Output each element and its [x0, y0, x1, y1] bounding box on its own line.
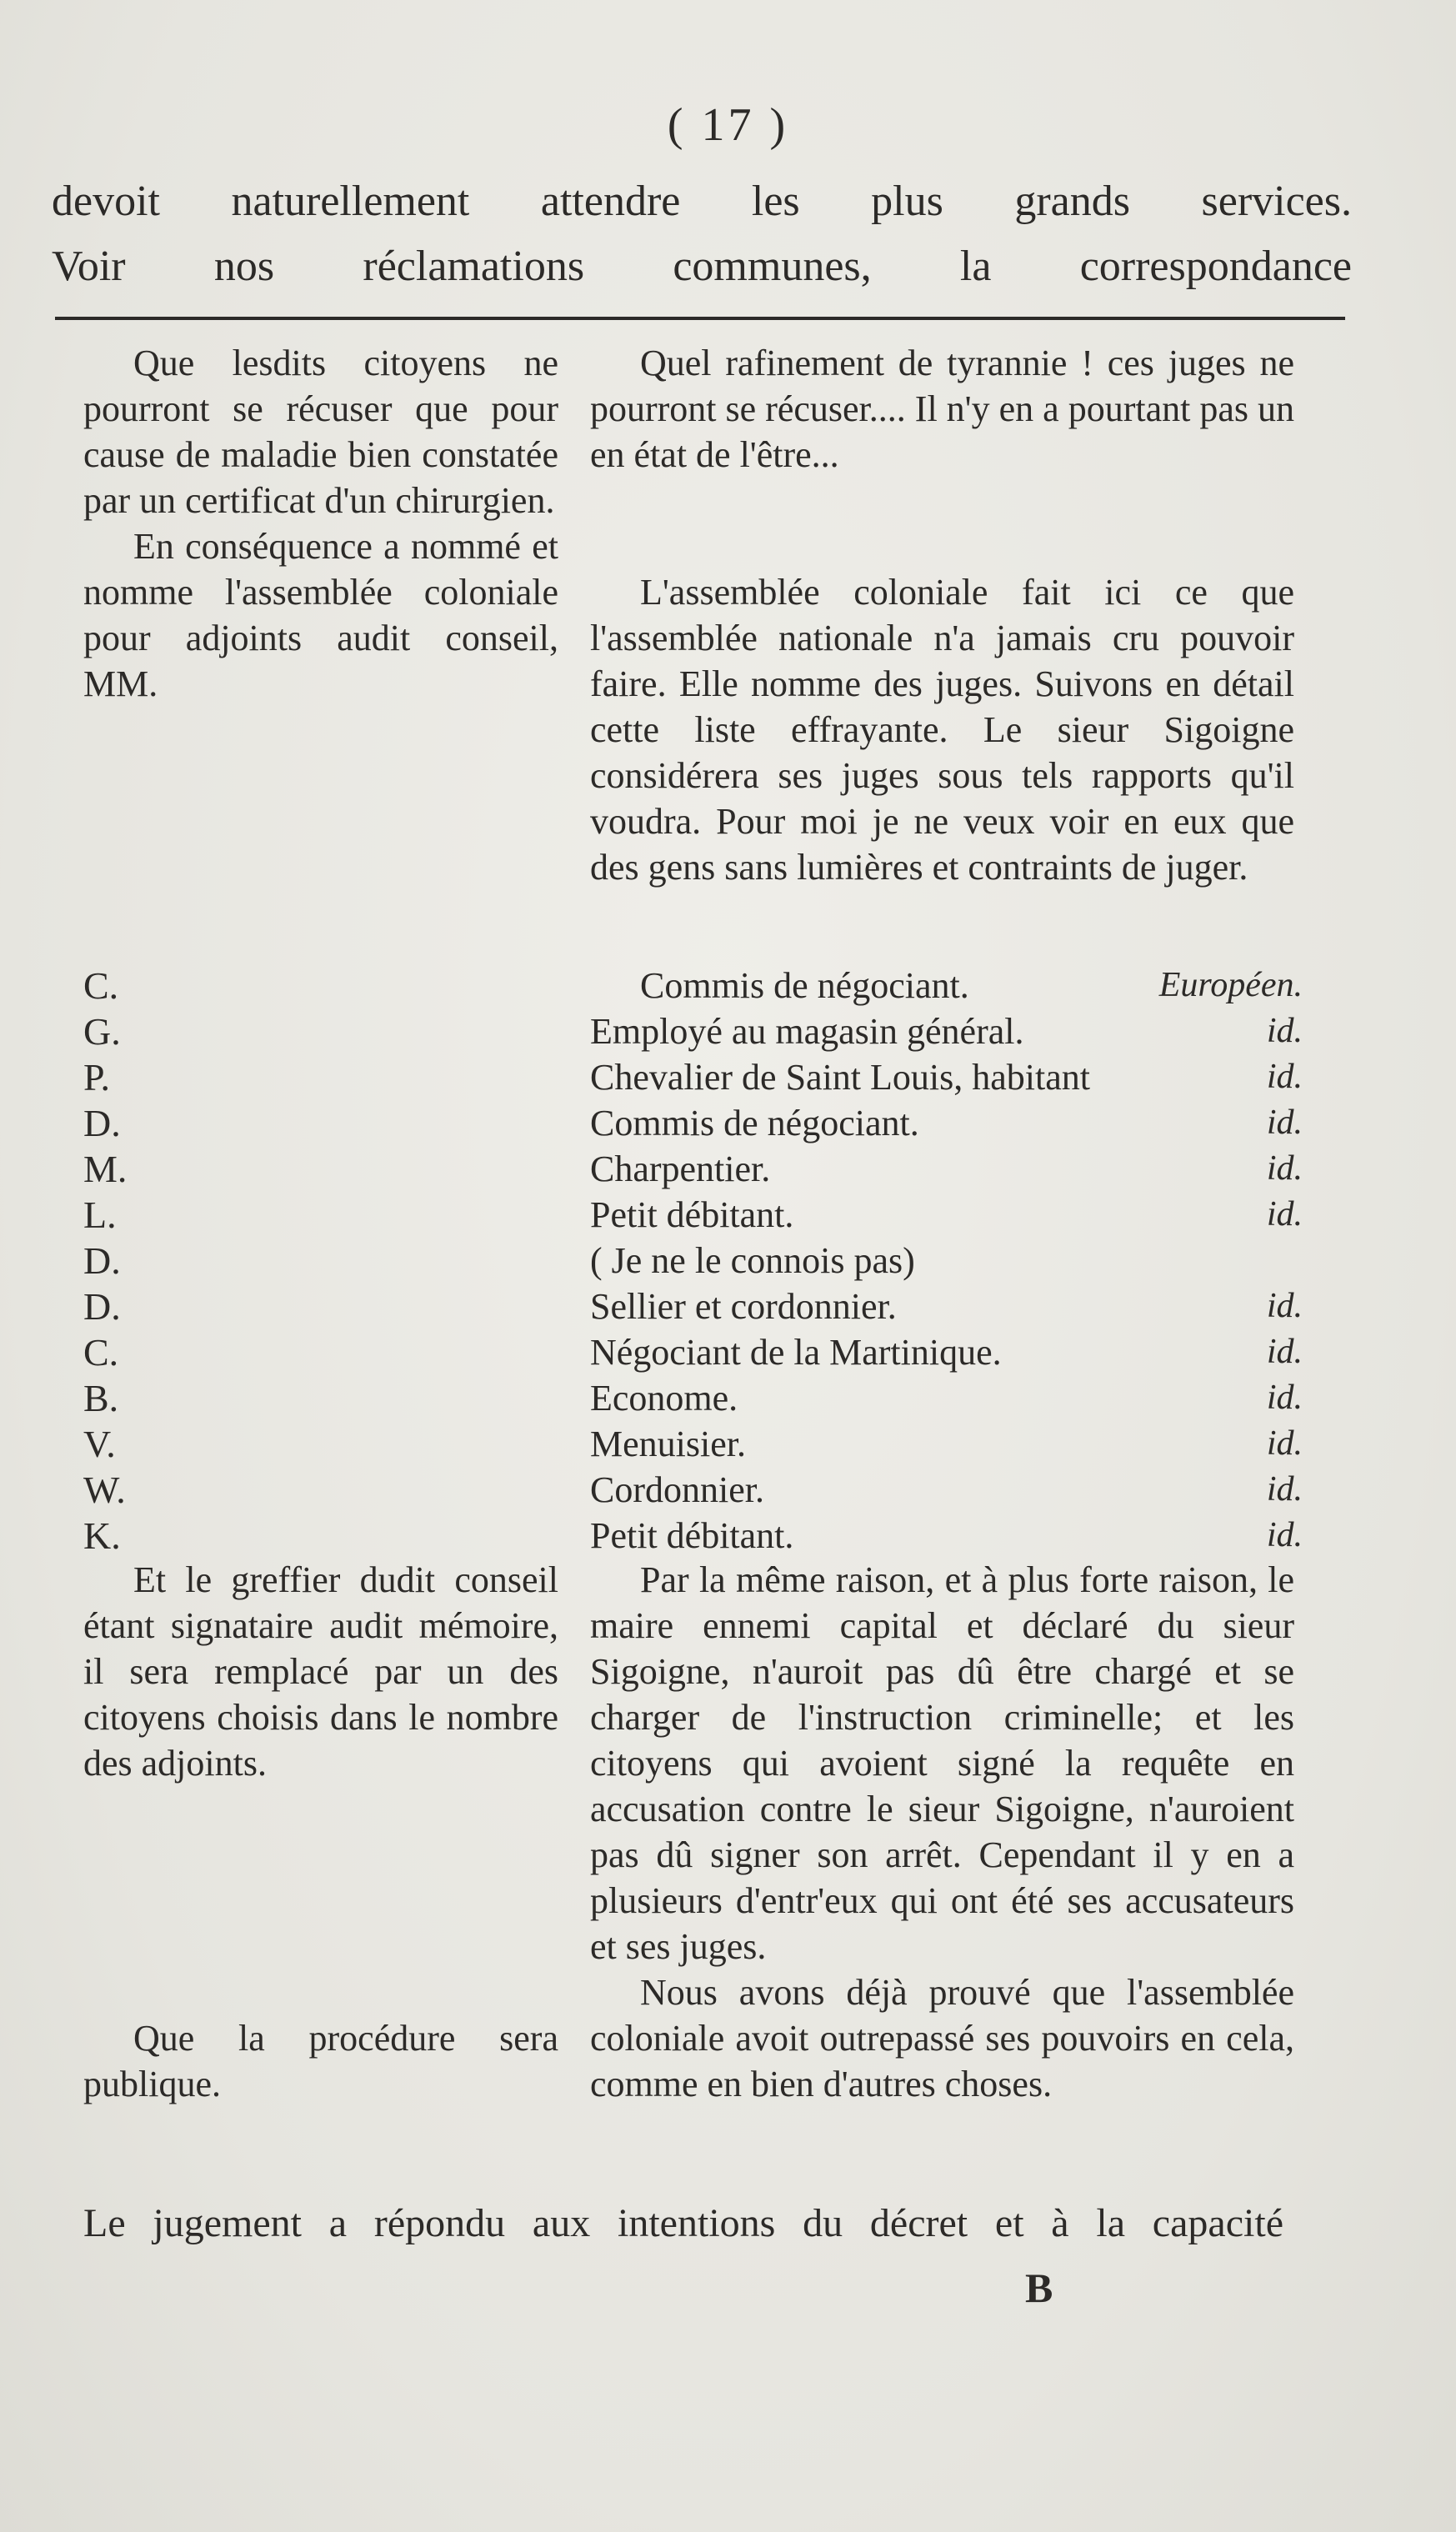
- adjoint-row: [590, 963, 1303, 1008]
- left-column-block-3: [83, 2015, 558, 2107]
- adjoint-occupation: ( Je ne le connois pas): [590, 1240, 915, 1281]
- horizontal-rule: [55, 317, 1345, 320]
- adjoint-row: [590, 1100, 1303, 1146]
- adjoint-origin: id.: [1266, 1379, 1303, 1417]
- adjoint-row: [590, 1421, 1303, 1467]
- adjoint-initial: B.: [83, 1377, 119, 1419]
- adjoint-occupation: Commis de négociant.: [590, 1103, 919, 1143]
- left-column-block-1: [83, 340, 558, 707]
- adjoint-row: [590, 1192, 1303, 1238]
- adjoint-row: [590, 1238, 1303, 1284]
- left-paragraph-2: En conséquence a nommé et nomme l'assemblée coloniale pour adjoints audit conseil, MM.: [83, 526, 558, 704]
- adjoint-occupations: [590, 963, 1303, 1559]
- adjoint-origin: id.: [1266, 1333, 1303, 1371]
- adjoint-row: [590, 1329, 1303, 1375]
- adjoint-origin: id.: [1266, 1058, 1303, 1096]
- right-column-block-2: [590, 569, 1294, 890]
- adjoint-origin: id.: [1266, 1103, 1303, 1142]
- adjoint-initial: L.: [83, 1193, 117, 1236]
- adjoint-origin: id.: [1266, 1287, 1303, 1325]
- adjoint-initials: [83, 963, 127, 1559]
- left-paragraph-4: Que la procédure sera publique.: [83, 2018, 558, 2104]
- adjoint-initial: D.: [83, 1239, 121, 1282]
- signature-mark: B: [1025, 2264, 1053, 2311]
- right-paragraph-3: Par la même raison, et à plus forte raison, le maire ennemi capital et déclaré du sieur Sigoigne, n'auroit pas dû être chargé et se charger de l'instruction criminelle; et les citoyens qui avoient signé la requête en accusation contre le sieur Sigoigne, n'auroient pas dû signer son arrêt. Cependant il y en a plusieurs d'entr'eux qui ont été ses accusateurs et ses juges.: [590, 1559, 1294, 1967]
- right-column-block-1: [590, 340, 1294, 478]
- adjoint-origin: id.: [1266, 1149, 1303, 1188]
- adjoint-origin: id.: [1266, 1470, 1303, 1509]
- adjoint-occupation: Charpentier.: [590, 1148, 771, 1189]
- adjoint-initial: M.: [83, 1148, 128, 1190]
- header-line-2: Voir nos réclamations communes, la correspondance: [52, 243, 1352, 290]
- adjoint-occupation: Menuisier.: [590, 1424, 746, 1464]
- adjoint-occupation: Cordonnier.: [590, 1469, 764, 1510]
- right-column-block-3: [590, 1557, 1294, 2107]
- adjoint-occupation: Employé au magasin général.: [590, 1011, 1024, 1052]
- adjoint-initial: D.: [83, 1285, 121, 1328]
- adjoint-initial: G.: [83, 1010, 121, 1053]
- adjoint-row: [590, 1054, 1303, 1100]
- right-paragraph-2: L'assemblée coloniale fait ici ce que l'assemblée nationale n'a jamais cru pouvoir faire. Elle nomme des juges. Suivons en détail cette liste effrayante. Le sieur Sigoigne considérera ses juges sous tels rapports qu'il voudra. Pour moi je ne veux voir en eux que des gens sans lumières et contraints de juger.: [590, 572, 1294, 888]
- adjoint-initial: V.: [83, 1423, 116, 1465]
- right-paragraph-1: Quel rafinement de tyrannie ! ces juges ne pourront se récuser.... Il n'y en a pourtant pas un en état de l'être...: [590, 343, 1294, 475]
- adjoint-origin: Européen.: [1158, 966, 1303, 1004]
- header-line-1: devoit naturellement attendre les plus grands services.: [52, 178, 1352, 225]
- adjoint-row: [590, 1008, 1303, 1054]
- adjoint-occupation: Econome.: [590, 1378, 738, 1419]
- adjoint-initial: C.: [83, 964, 119, 1007]
- adjoint-origin: id.: [1266, 1012, 1303, 1050]
- adjoint-initial: C.: [83, 1331, 119, 1374]
- adjoint-occupation: Petit débitant.: [590, 1194, 794, 1235]
- adjoint-row: [590, 1284, 1303, 1329]
- adjoint-occupation: Commis de négociant.: [640, 965, 969, 1006]
- footer-line: Le jugement a répondu aux intentions du décret et à la capacité: [83, 2201, 1283, 2245]
- adjoint-occupation: Négociant de la Martinique.: [590, 1332, 1002, 1373]
- adjoint-row: [590, 1467, 1303, 1513]
- adjoint-origin: id.: [1266, 1195, 1303, 1233]
- adjoint-initial: D.: [83, 1102, 121, 1144]
- adjoint-row: [590, 1513, 1303, 1559]
- adjoint-occupation: Petit débitant.: [590, 1515, 794, 1556]
- adjoint-initial: K.: [83, 1514, 121, 1557]
- left-column-block-2: [83, 1557, 558, 1786]
- adjoint-origin: id.: [1266, 1516, 1303, 1554]
- left-paragraph-3: Et le greffier dudit conseil étant signataire audit mémoire, il sera remplacé par un des citoyens choisis dans le nombre des adjoints.: [83, 1559, 558, 1784]
- left-paragraph-1: Que lesdits citoyens ne pourront se récuser que pour cause de maladie bien constatée par un certificat d'un chirurgien.: [83, 343, 558, 521]
- adjoint-row: [590, 1375, 1303, 1421]
- page-number: ( 17 ): [667, 99, 789, 151]
- adjoint-occupation: Sellier et cordonnier.: [590, 1286, 897, 1327]
- adjoint-initial: W.: [83, 1469, 126, 1511]
- adjoint-row: [590, 1146, 1303, 1192]
- adjoint-origin: id.: [1266, 1424, 1303, 1463]
- adjoint-occupation: Chevalier de Saint Louis, habitant: [590, 1057, 1090, 1098]
- right-paragraph-4: Nous avons déjà prouvé que l'assemblée coloniale avoit outrepassé ses pouvoirs en cela, comme en bien d'autres choses.: [590, 1972, 1294, 2104]
- adjoint-initial: P.: [83, 1056, 110, 1098]
